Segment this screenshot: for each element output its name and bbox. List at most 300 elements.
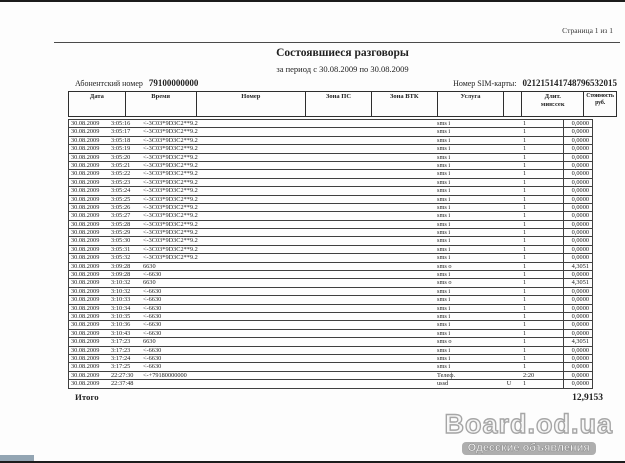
cell-date: 30.08.2009 [71, 195, 100, 203]
cell-duration: 1 [523, 195, 527, 203]
cell-flag [501, 212, 517, 219]
cell-service: sms i [437, 296, 451, 304]
cell-flag [501, 221, 517, 228]
cell-date: 30.08.2009 [71, 363, 100, 371]
cell-cost: 0,0000 [563, 305, 592, 312]
cell-service: sms i [437, 271, 451, 279]
cell-service: ussd [437, 380, 449, 388]
cell-duration: 1 [523, 271, 527, 279]
cell-cost: 0,0000 [563, 372, 592, 379]
cell-number [143, 380, 307, 387]
cell-number: 6630 [143, 279, 156, 287]
cell-date: 30.08.2009 [71, 262, 100, 270]
watermark-site-title: Board.od.ua [444, 409, 613, 439]
cell-zone-vtk [371, 145, 435, 152]
cell-date: 30.08.2009 [71, 271, 100, 279]
table-row [68, 295, 593, 304]
cell-zone-vtk [371, 372, 435, 379]
table-row [68, 195, 593, 204]
cell-time: 3:05:19 [111, 145, 131, 153]
cell-time: 3:17:24 [111, 354, 131, 362]
sim-number-label: Номер SIM-карты: [453, 79, 517, 88]
cell-zone-ps [307, 187, 371, 194]
cell-duration: 1 [523, 145, 527, 153]
cell-flag [501, 263, 517, 270]
cell-zone-vtk [371, 330, 435, 337]
cell-flag [501, 128, 517, 135]
cell-service: sms i [437, 145, 451, 153]
cell-time: 3:10:34 [111, 304, 131, 312]
cell-cost: 0,0000 [563, 196, 592, 203]
cell-zone-ps [307, 271, 371, 278]
cell-duration: 1 [523, 338, 527, 346]
cell-zone-vtk [371, 128, 435, 135]
cell-cost: 0,0000 [563, 212, 592, 219]
cell-zone-ps [307, 246, 371, 253]
cell-cost: 0,0000 [563, 120, 592, 127]
cell-duration: 1 [523, 187, 527, 195]
totals-label: Итого [75, 392, 99, 402]
cell-service: sms i [437, 212, 451, 220]
cell-zone-vtk [371, 271, 435, 278]
cell-date: 30.08.2009 [71, 346, 100, 354]
cell-time: 3:10:32 [111, 287, 131, 295]
column-header-zone-ps: Зона ПС [306, 92, 372, 116]
cell-number: <-6630 [143, 312, 162, 320]
cell-zone-vtk [371, 170, 435, 177]
cell-service: sms i [437, 170, 451, 178]
table-row [68, 161, 593, 170]
cell-zone-ps [307, 254, 371, 261]
cell-zone-ps [307, 170, 371, 177]
cell-cost: 0,0000 [563, 254, 592, 261]
cell-zone-vtk [371, 347, 435, 354]
cell-flag [501, 321, 517, 328]
cell-number: <-3C03*9D3C2**9.2 [143, 203, 198, 211]
table-row [68, 371, 593, 380]
table-row [68, 379, 593, 388]
cell-number: <-6630 [143, 296, 162, 304]
cell-zone-vtk [371, 279, 435, 286]
cell-time: 3:09:28 [111, 262, 131, 270]
cell-zone-vtk [371, 212, 435, 219]
cell-zone-vtk [371, 221, 435, 228]
cell-date: 30.08.2009 [71, 287, 100, 295]
cell-date: 30.08.2009 [71, 279, 100, 287]
cell-duration: 1 [523, 178, 527, 186]
cell-flag [501, 305, 517, 312]
cell-zone-ps [307, 372, 371, 379]
cell-flag [501, 313, 517, 320]
cell-flag [501, 347, 517, 354]
cell-time: 3:05:32 [111, 254, 131, 262]
cell-date: 30.08.2009 [71, 380, 100, 388]
cell-number: 6630 [143, 338, 156, 346]
cell-cost: 0,0000 [563, 271, 592, 278]
cell-cost: 0,0000 [563, 221, 592, 228]
cell-time: 3:05:29 [111, 229, 131, 237]
cell-cost: 0,0000 [563, 145, 592, 152]
cell-number: <-6630 [143, 304, 162, 312]
cell-date: 30.08.2009 [71, 321, 100, 329]
cell-service: sms i [437, 304, 451, 312]
cell-zone-ps [307, 279, 371, 286]
cell-service: sms i [437, 321, 451, 329]
table-row [68, 136, 593, 145]
cell-time: 3:05:26 [111, 203, 131, 211]
cell-zone-ps [307, 321, 371, 328]
cell-duration: 1 [523, 380, 527, 388]
cell-cost: 0,0000 [563, 330, 592, 337]
cell-flag [501, 229, 517, 236]
cell-time: 3:05:16 [111, 120, 131, 127]
cell-duration: 1 [523, 203, 527, 211]
cell-zone-ps [307, 229, 371, 236]
cell-zone-ps [307, 120, 371, 127]
cell-flag [501, 187, 517, 194]
cell-time: 3:05:22 [111, 170, 131, 178]
sim-number-group [453, 78, 617, 90]
cell-time: 3:05:21 [111, 161, 131, 169]
cell-number: <-3C03*9D3C2**9.2 [143, 170, 198, 178]
cell-zone-ps [307, 162, 371, 169]
cell-date: 30.08.2009 [71, 153, 100, 161]
cell-flag [501, 372, 517, 379]
cell-duration: 1 [523, 153, 527, 161]
cell-time: 3:10:35 [111, 312, 131, 320]
cell-date: 30.08.2009 [71, 187, 100, 195]
totals-row [68, 392, 603, 403]
cell-duration: 1 [523, 161, 527, 169]
cell-time: 3:05:18 [111, 136, 131, 144]
cell-cost: 0,0000 [563, 237, 592, 244]
cell-flag: U [506, 380, 512, 388]
cell-service: sms i [437, 254, 451, 262]
cell-time: 3:05:23 [111, 178, 131, 186]
cell-duration: 1 [523, 170, 527, 178]
cell-number: <-3C03*9D3C2**9.2 [143, 187, 198, 195]
cell-duration: 1 [523, 279, 527, 287]
cell-zone-vtk [371, 363, 435, 370]
cell-date: 30.08.2009 [71, 254, 100, 262]
table-row [68, 153, 593, 162]
cell-cost: 0,0000 [563, 179, 592, 186]
cell-duration: 1 [523, 354, 527, 362]
cell-zone-vtk [371, 204, 435, 211]
cell-zone-ps [307, 204, 371, 211]
cell-service: sms i [437, 178, 451, 186]
cell-zone-vtk [371, 196, 435, 203]
cell-duration: 1 [523, 321, 527, 329]
cell-date: 30.08.2009 [71, 170, 100, 178]
cell-service: sms i [437, 229, 451, 237]
cell-cost: 0,0000 [563, 162, 592, 169]
table-row [68, 203, 593, 212]
cell-time: 3:10:43 [111, 329, 131, 337]
cell-zone-ps [307, 330, 371, 337]
sim-number-value: 021215141748796532015 [522, 78, 617, 88]
cell-zone-ps [307, 128, 371, 135]
cell-service: sms i [437, 161, 451, 169]
cell-number: <-3C03*9D3C2**9.2 [143, 120, 198, 127]
cell-duration: 1 [523, 363, 527, 371]
page-indicator: Страница 1 из 1 [562, 26, 613, 35]
cell-zone-vtk [371, 288, 435, 295]
cell-flag [501, 237, 517, 244]
cell-time: 3:10:36 [111, 321, 131, 329]
cell-flag [501, 355, 517, 362]
cell-zone-vtk [371, 120, 435, 127]
cell-number: <-6630 [143, 287, 162, 295]
table-row [68, 346, 593, 355]
cell-date: 30.08.2009 [71, 120, 100, 127]
table-row [68, 245, 593, 254]
cell-time: 3:17:25 [111, 363, 131, 371]
cell-cost: 0,0000 [563, 321, 592, 328]
table-row [68, 312, 593, 321]
cell-flag [501, 179, 517, 186]
cell-flag [501, 246, 517, 253]
cell-duration: 1 [523, 304, 527, 312]
cell-cost: 0,0000 [563, 170, 592, 177]
subscriber-number-group [68, 78, 198, 90]
cell-duration: 1 [523, 229, 527, 237]
cell-time: 3:05:27 [111, 212, 131, 220]
cell-number: <-3C03*9D3C2**9.2 [143, 237, 198, 245]
cell-zone-ps [307, 355, 371, 362]
cell-service: sms i [437, 195, 451, 203]
table-row [68, 287, 593, 296]
watermark [444, 411, 613, 456]
subscriber-number-label: Абонентский номер [75, 79, 143, 88]
cell-cost: 0,0000 [563, 246, 592, 253]
cell-cost: 0,0000 [563, 204, 592, 211]
cell-duration: 1 [523, 220, 527, 228]
cell-duration: 1 [523, 212, 527, 220]
column-header-time: Время [126, 92, 197, 116]
cell-flag [501, 254, 517, 261]
cell-duration: 1 [523, 296, 527, 304]
column-header-number: Номер [197, 92, 307, 116]
column-header-service: Услуга [438, 92, 505, 116]
cell-duration: 2:20 [523, 371, 535, 379]
cell-cost: 0,0000 [563, 128, 592, 135]
cell-number: <-3C03*9D3C2**9.2 [143, 245, 198, 253]
cell-date: 30.08.2009 [71, 296, 100, 304]
cell-service: sms i [437, 354, 451, 362]
cell-zone-vtk [371, 338, 435, 345]
cell-zone-vtk [371, 380, 435, 387]
cell-time: 3:05:25 [111, 195, 131, 203]
cell-zone-ps [307, 338, 371, 345]
cell-date: 30.08.2009 [71, 371, 100, 379]
cell-service: sms i [437, 346, 451, 354]
cell-zone-vtk [371, 162, 435, 169]
cell-number: <-6630 [143, 271, 162, 279]
cell-service: sms o [437, 338, 452, 346]
table-row [68, 169, 593, 178]
cell-service: sms i [437, 245, 451, 253]
cell-duration: 1 [523, 254, 527, 262]
table-row [68, 119, 593, 128]
cell-number: <-3C03*9D3C2**9.2 [143, 220, 198, 228]
cell-zone-vtk [371, 246, 435, 253]
cell-time: 3:09:28 [111, 271, 131, 279]
cell-zone-vtk [371, 355, 435, 362]
cell-duration: 1 [523, 287, 527, 295]
cell-service: sms o [437, 262, 452, 270]
cell-zone-ps [307, 212, 371, 219]
cell-date: 30.08.2009 [71, 136, 100, 144]
cell-time: 3:05:31 [111, 245, 131, 253]
cell-date: 30.08.2009 [71, 237, 100, 245]
cell-zone-ps [307, 237, 371, 244]
table-row [68, 211, 593, 220]
table-row [68, 253, 593, 262]
cell-service: sms i [437, 128, 451, 136]
table-row [68, 127, 593, 136]
cell-zone-vtk [371, 263, 435, 270]
cell-date: 30.08.2009 [71, 304, 100, 312]
cell-cost: 0,0000 [563, 363, 592, 370]
cell-number: <-6630 [143, 363, 162, 371]
document-title: Состоявшиеся разговоры [276, 47, 409, 59]
cell-service: sms i [437, 203, 451, 211]
table-row [68, 220, 593, 229]
table-row [68, 362, 593, 371]
cell-date: 30.08.2009 [71, 212, 100, 220]
cell-service: sms i [437, 120, 451, 127]
cell-cost: 0,0000 [563, 380, 592, 387]
cell-cost: 4,3051 [563, 338, 592, 345]
cell-time: 22:27:30 [111, 371, 134, 379]
cell-service: sms i [437, 287, 451, 295]
cell-cost: 0,0000 [563, 296, 592, 303]
cell-service: sms i [437, 187, 451, 195]
cell-service: sms i [437, 136, 451, 144]
watermark-site-subtitle: Одесские объявления [462, 442, 596, 455]
cell-flag [501, 271, 517, 278]
cell-number: <-3C03*9D3C2**9.2 [143, 145, 198, 153]
cell-number: <-3C03*9D3C2**9.2 [143, 153, 198, 161]
cell-number: <-6630 [143, 321, 162, 329]
cell-flag [501, 154, 517, 161]
cell-zone-ps [307, 380, 371, 387]
table-row [68, 186, 593, 195]
cell-number: <-6630 [143, 346, 162, 354]
cell-date: 30.08.2009 [71, 128, 100, 136]
cell-number: <-3C03*9D3C2**9.2 [143, 195, 198, 203]
cell-duration: 1 [523, 136, 527, 144]
cell-duration: 1 [523, 245, 527, 253]
cell-cost: 0,0000 [563, 313, 592, 320]
cell-flag [501, 279, 517, 286]
column-header-cost: Стоимость руб. [586, 93, 614, 107]
cell-flag [501, 338, 517, 345]
cell-flag [501, 363, 517, 370]
cell-duration: 1 [523, 120, 527, 127]
cell-service: sms i [437, 220, 451, 228]
cell-zone-ps [307, 196, 371, 203]
cell-flag [501, 137, 517, 144]
cell-zone-vtk [371, 313, 435, 320]
cell-service: Телеф. [437, 371, 456, 379]
cell-zone-ps [307, 347, 371, 354]
cell-time: 3:10:33 [111, 296, 131, 304]
cell-service: sms i [437, 153, 451, 161]
cell-number: <-3C03*9D3C2**9.2 [143, 178, 198, 186]
cell-zone-vtk [371, 229, 435, 236]
column-header-duration: Длит. мин:сек [522, 92, 584, 116]
header-rule [54, 42, 620, 43]
cell-date: 30.08.2009 [71, 245, 100, 253]
table-row [68, 354, 593, 363]
cell-duration: 1 [523, 237, 527, 245]
cell-cost: 0,0000 [563, 288, 592, 295]
table-header-row [68, 91, 617, 117]
cell-time: 3:17:23 [111, 346, 131, 354]
cell-date: 30.08.2009 [71, 329, 100, 337]
cell-time: 3:05:20 [111, 153, 131, 161]
cell-cost: 4,3051 [563, 263, 592, 270]
cell-cost: 0,0000 [563, 229, 592, 236]
cell-zone-ps [307, 288, 371, 295]
column-header-zone-vtk: Зона ВТК [372, 92, 438, 116]
table-row [68, 337, 593, 346]
cell-flag [501, 120, 517, 127]
cell-time: 3:05:30 [111, 237, 131, 245]
cell-number: <-+79180000000 [143, 371, 187, 379]
totals-value: 12,9153 [572, 393, 603, 403]
cell-zone-vtk [371, 187, 435, 194]
cell-cost: 4,3051 [563, 279, 592, 286]
table-row [68, 178, 593, 187]
cell-time: 3:17:23 [111, 338, 131, 346]
cell-flag [501, 170, 517, 177]
cell-cost: 0,0000 [563, 187, 592, 194]
cell-date: 30.08.2009 [71, 203, 100, 211]
cell-zone-ps [307, 363, 371, 370]
cell-zone-ps [307, 305, 371, 312]
table-row [68, 278, 593, 287]
cell-zone-ps [307, 137, 371, 144]
cell-flag [501, 162, 517, 169]
cell-date: 30.08.2009 [71, 229, 100, 237]
cell-number: <-3C03*9D3C2**9.2 [143, 254, 198, 262]
cell-zone-vtk [371, 254, 435, 261]
cell-cost: 0,0000 [563, 355, 592, 362]
table-row [68, 329, 593, 338]
table-row [68, 304, 593, 313]
cell-duration: 1 [523, 312, 527, 320]
cell-date: 30.08.2009 [71, 145, 100, 153]
cell-time: 3:10:32 [111, 279, 131, 287]
cell-number: <-3C03*9D3C2**9.2 [143, 161, 198, 169]
table-row [68, 270, 593, 279]
cell-date: 30.08.2009 [71, 220, 100, 228]
cell-service: sms i [437, 363, 451, 371]
account-meta-row [68, 78, 617, 90]
cell-time: 22:37:48 [111, 380, 134, 388]
cell-number: <-3C03*9D3C2**9.2 [143, 212, 198, 220]
cell-time: 3:05:17 [111, 128, 131, 136]
cell-date: 30.08.2009 [71, 354, 100, 362]
column-header-date: Дата [69, 92, 126, 116]
cell-zone-vtk [371, 137, 435, 144]
cell-service: sms o [437, 279, 452, 287]
cell-number: 6630 [143, 262, 156, 270]
cell-date: 30.08.2009 [71, 338, 100, 346]
